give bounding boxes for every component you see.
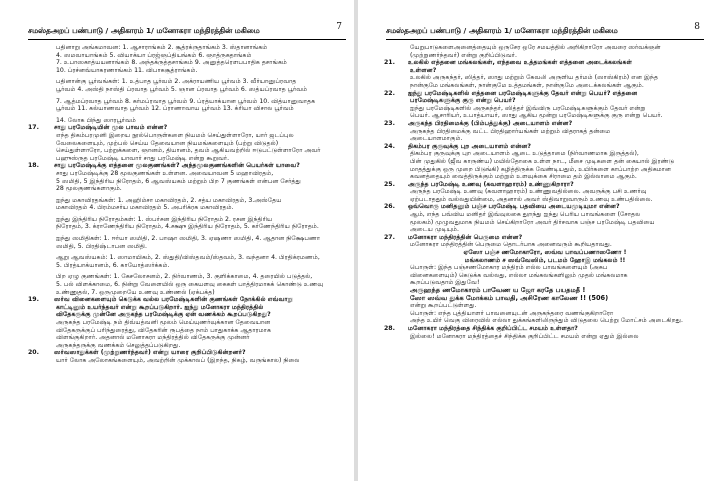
question-number: 25. [384,180,395,188]
body-text-line: அந்த உயிர் வெகு விரைவில் எல்லா துக்கங்களிலிருந்தும் விடுதலை பெற்று மோட்சம் அடைகிறது. [410,317,684,325]
body-text-line: மாதத்துக்கு ஒரு முறை பிடுங்கி) கழித்திருக்க வேண்டியதும், உயிர்களை காப்பாற்ற அதிகமான [410,165,672,173]
question-text: அருகந்த பிரதிமைக்கு (பிம்பத்துக்கு) அடையாளம் என்ன? [408,119,573,127]
body-text-line: இல்லை! மனோகரா மந்திரத்தைச் சிந்திக்க குறிப்பிட்ட சமயம் என்று ஏதும் இல்லை [410,332,639,340]
question-number: 19. [28,296,39,304]
left-page-header [28,22,346,39]
question-text-continued: காட்டினும் உயர்ந்தவர் என்று கூறப்படுகிறார். ஐந்து மனோகரா மந்திரத்தில் [56,303,264,311]
body-text-line: ஏற்படாததும் வல்லதுயின்மை, அதனால் அவர் ஸ்திவாறுவாரும் உணவு உண்பதில்லை. [410,195,653,203]
question-text: சாது பரமேஷ்டியின் மூல பாவம் என்ன? [54,124,168,132]
body-text-line: ஐந்து ஸமிதிகள்: 1. ஈர்யா ஸமிதி, 2. பாஷா ஸமிதி, 3. ஏஷணா ஸமிதி, 4. ஆதான நிக்ஷேபணா [56,235,321,243]
body-text-line: ஆம், எந்த பவ்விய மனிதர் இவ்வுலகை துறந்து ஐந்து பெரிய பாவங்களை (சோதல [410,211,641,219]
question-number: 18. [28,162,39,170]
body-text-line: மூலகம்) முழுவதுமாக நியமம் செய்கிறாரோ அவர் திர்சவாக பஞ்ச பரமேஷ்டி பதவியை [410,218,655,226]
body-text-line: அருந்த பரமேஷ்டி உணவு (கவளாஹாரம்) உண்ணுவதில்லை. அவருக்கு பசி உணர்வு [410,188,647,196]
question-number: 26. [384,203,395,211]
question-row [28,296,348,304]
question-row [384,325,706,333]
question-row [28,124,348,132]
body-text-line: விதேகருக்குப் பரிந்துரைத்து, விதேகரின் ரூபத்தை நாம் பாதுகாக்க ஆதாரமாக [56,326,271,334]
body-text-line: 5. பிரத்யாக்யானம், 6. காயோத்ஸர்க்கம். [56,261,170,269]
body-text-line: மனோகரா மந்திரத்தின் பெருமை தொடர்பாக அனைவரும் கூறியதாவது. [410,241,612,249]
question-text: திகம்பர குருவுக்கு புற அடையாளம் என்ன? [408,142,531,150]
body-text-line: பதினான்கு பூர்வங்கள்: 1. உத்பாத பூர்வம் 2. அக்ராயணிய பூர்வம் 3. வீர்யானுப்ரவாத [56,78,297,86]
question-text: மனோகரா மந்திரத்தை சிந்திக்க குறிப்பிட்ட சமயம் உள்ளதா? [408,324,578,332]
right-page-body [384,44,706,340]
question-text: மனோகரா மந்திரத்தின் பெருமை என்ன? [408,233,523,241]
body-text-line: அருகந்தருக்கு வணக்கம் செலுத்தப்படுகிறது. [56,341,181,349]
body-text-line: அருகந்த பிரதிமைக்கு வட்ட பிரதிஹார்யங்கள் மற்றும் விதராகத் தன்மை [410,127,611,135]
body-text-line: வினைகளையும்) கெடுக்க வல்லது, எல்லா மங்கலங்களிலும் முதல் மங்கலமாக [410,271,628,279]
body-text-line: ஐந்து பரமேஷ்டிகளில் அருகந்தர், ஸித்தர் இவ்விரு பரமேஷ்டிகளுக்கும் தேவர் என்று [410,104,646,112]
body-text-line: பின் முதுகில் (ஜீவ காருண்ய) மயில்தோகை உள்ள நாட, மீசை முடிகளை தன் கையால் இரண்டு [410,157,675,165]
question-text: உலகில் எத்தனை மங்கலங்கள், எந்தவை உத்தமங்கள் எத்தனை அடைக்கலங்கள் [408,59,633,67]
body-text-line: சாது பரமேஷ்டிக்கு 28 மூலகுணங்கள் உள்ளன. அவையாவன 5 மஹாவிரதம், [56,169,274,177]
mantra-line: மங்கலாணம் ச ஸவ்வேஸிம், படமம் ஹோஇ மங்கலம் !! [464,256,626,264]
body-text-line: பொருள்: இந்த பஞ்சணமோகார மந்திரம் எல்ல பாவங்களையும் (அசுப [410,264,608,272]
body-text-line: அடையாளமாகும். [410,135,463,143]
verse-line: ஸோ ஸவ்வ துக்க மோக்கம் பாவதி, அசிரேண காலேண !! (506) [410,294,609,302]
body-text-line: கூறப்படுவதாம் இதுவே! [410,279,480,287]
body-text-line: 5 ஸமிதி, 5 இந்திரிய நிரோதம், 6 ஆவஸ்யகம் மற்றும் பிற 7 குணங்கள் என்பன சேர்த்து [56,177,301,185]
left-page-number: 7 [336,22,342,32]
body-text-line: யார் லோக அலோகங்களையும், அவற்றின் முக்காலப் (இறந்த, நிகழ், வருங்கால) நிலை [56,356,300,364]
body-text-line: உலகில் அருகந்தர், ஸித்தர், ஸாது மற்றும் கேவலி அருளிய தர்மம் (ஸாஸ்கிரம்) என இந்த [410,74,658,82]
body-text-line: 14. லோக பிந்து ஸாரபூர்வம் [56,116,136,124]
question-row [384,203,706,211]
body-text-line: என்று கூறப்பட்டுள்ளது. [410,302,477,310]
mantra-line: ஏஸோ பஞ்ச ணமோகாரோ, ஸவ்வ பாவப்பணாஸணோ ! [463,249,627,257]
question-text: சாது பரமேஷ்டிக்கு எத்தனை மூலகுணங்கள்? அந்தமூலகுணங்களின் பெயர்கள் யாவை? [54,162,300,170]
question-text-continued: பரமேஷ்டிகளுக்கு குரு என்று பெயர்? [410,97,516,105]
body-text-line: 7. ஆத்மப்ரவாத பூர்வம் 8. கர்மப்ரவாத பூர்வம் 9. ப்ரத்யாக்யான பூர்வம் 10. வித்யானுவாதக [56,97,316,105]
body-text-line: ஆறு ஆவஸ்யகம்: 1. ஸாமாயிகம், 2. ஸ்துதி/விஸ்தவம்/ஸ்தவம், 3. வந்தனா 4. பிரதிக்ரமணம், [56,254,320,262]
right-page-header [386,22,704,39]
body-text-line: அடைய முடியும். [410,226,459,234]
body-text-line: பதினாறு அங்கமாவன: 1. ஆசாராங்கம் 2. சூத்ரக்ருதாங்கம் 3. ஸ்தானாங்கம் [56,44,268,51]
question-row [384,90,706,98]
body-text-line: 7. உபாஸகாத்யயனாங்கம் 8. அந்தக்ருத்தசாங்கம் 9. அனுத்தரௌபபாதிக தசாங்கம் [56,59,287,67]
body-text-line: நான்குமே மங்கலங்கள், நான்குமே உத்தமங்கள், நான்குமே அடைக்கலங்கள் ஆகும். [410,81,644,89]
question-text: ஸர்வ வினைகளையும் கெடுக்க வல்ல பரமேஷ்டிகளின் குணங்கள் நோக்கில் எவ்வாறு [54,296,293,304]
body-text-line: பிற ஏழு குணங்கள்: 1. கேசலோசனம், 2. நிர்வாணம், 3. குளிக்காமை, 4. தரையில் படுத்தல், [56,273,313,281]
question-text: அருந்த பரமேஷ்டி உணவு (கவளாஹாரம்) உண்ணுகிறாரா? [408,180,574,188]
question-row [384,234,706,242]
question-number: 27. [384,233,395,241]
right-header-rule [386,39,704,40]
body-text-line: ஐந்து மகாவிரதங்கள்: 1. அஹிம்சா மகாவிரதம், 2. சத்ய மகாவிரதம், 3.அஸ்தேய [56,196,282,204]
question-row [384,181,706,189]
question-number: 24. [384,142,395,150]
right-page [358,0,712,481]
body-text-line: மகாவிரதம் 4. பிரம்மசர்ய மகாவிரதம் 5. அபரிக்ரக மகாவிரதம். [56,204,234,212]
body-text-line: கவனத்தையும் வைத்திருக்கும் மற்றும் உளவுக்கை சிராமை தம் இல்லாமை ஆகும். [410,173,637,181]
body-text-line: விளங்குகிறார். அதனால் மனோகரா மந்திரத்தில் விதேகருக்கு முன்னர் [56,334,250,342]
question-row [384,59,706,67]
body-text-line: பொருள்: எந்த புத்தியாளர் பாவனையுடன் அருகந்தரை வணங்குகிறாரோ [410,309,614,317]
body-text-line: எந்த திகம்பரமுனி இறைய நூல்பொருள்களை நியமம் செய்துள்ளாரோ, யார் ஜடப்புல [56,131,294,139]
body-text-line: செய்துள்ளாரோ, பற்றுக்களை, ஞானம், தியானம், தவம் ஆகியவற்றில் ஈடுபட்டுள்ளாரோ அவர் [56,147,321,155]
body-text-line: பூர்வம் 11. கல்யாணவாத பூர்வம் 12. ப்ராணாவாய பூர்வம் 13. க்ரியா விசால பூர்வம் [56,105,294,113]
question-row [28,162,348,170]
body-text-line: பூர்வம் 4. அஸ்தி நாஸ்தி ப்ரவாத பூர்வம் 5. ஞான ப்ரவாத பூர்வம் 6. ஸத்யப்ரவாத பூர்வம் [56,85,308,93]
question-row [384,143,706,151]
body-text-line: 10. ப்ரச்னவ்யாகரணாங்கம் 11. விபாகசூத்ராங்கம். [56,66,198,74]
question-text: ஸர்வஸாதுக்கள் (முற்றுணர்ந்தவர்) என்று யாரை குறிப்பிடுகின்றனர்? [54,349,246,357]
body-text-line: யேறுபாடுகளைஅனைத்தையும் ஒருசேர ஒரே சமயத்தில் அறிகிறாரோ அவரை ஸர்வக்ஞன் [410,44,661,51]
left-header-rule [28,39,346,40]
question-number: 21. [384,59,395,67]
body-text-line: உண்ணுதல், 7. ஒருமுறையே உணவு உண்ணல் (ஏக்பக்த) [56,288,215,296]
right-page-number: 8 [694,22,700,32]
body-text-line: நிரோதம், 3. க்ராணேந்திரிய நிரோதம், 4.சக்ஷு இந்திரிய நிரோதம், 5. கர்ணேந்திரிய நிரோதம். [56,223,319,231]
right-page-running-title: சமஸ்தஅறப் பண்பாடு / அதிகாரம் 1/ மனோகரா மந்திரத்தின் மகிமை [386,26,618,35]
body-text-line: 5. பல் விளக்காமை, 6. நின்று வேளையில் ஒரு கையளவு கைகள் பாத்திரமாகக் கொண்டு உணவு [56,281,324,289]
body-text-line: ஸமிதி, 5. பிரதிஷ்டாபன ஸமிதி. [56,242,147,250]
body-text-line: திகம்பர குருவுக்கு புற அடையாளம் ஆடை உடுத்தாமை (நிர்வாணமாக இருத்தல்), [410,150,639,158]
question-number: 17. [28,124,39,132]
verse-line: அருஹந்த ணமோகாரம் பாவேண ய ஜோ கரதே பயதமதீ ! [410,287,586,294]
question-text-continued: விதேகருக்கு முன்னே அருகந்த பரமேஷ்டிக்கு ஏன் வணக்கம் கூறப்படுகிறது? [56,311,271,319]
left-page-body [28,44,348,365]
left-page [0,0,354,481]
left-page-running-title: சமஸ்தஅறப் பண்பாடு / அதிகாரம் 1/ மனோகரா மந்திரத்தின் மகிமை [28,26,260,35]
body-text-line: 4. ஸமவாயாங்கம் 5. வியாக்யா ப்ரஜ்ஞப்தியங்கம் 6. ஞாத்ருகதாங்கம் [56,51,252,59]
question-text: ஐந்து பரமேஷ்டிகளில் எத்தனை பரமேஷ்டிகளுக்கு தேவர் என்று பெயர்? எத்தனை [408,89,638,97]
question-number: 28. [384,324,395,332]
body-text-line: பஹுஸ்ருத பரமேஷ்டி யாவார் சாது பரமேஷ்டி என்று கூறுவர். [56,154,230,162]
body-text-line: அருகந்த பரமேஷ்டி நம் திவ்யத்வனி மூலம் மெய்யுணர்வுக்கான தேவையான [56,319,271,326]
question-text: ஒவ்வொரு மனிதனும் பஞ்ச பரமேஷ்டி பதவியை அடையமுடியுமா என்ன? [408,203,620,211]
question-number: 20. [28,349,39,357]
body-text-line: 28 மூலகுணங்களாகும். [56,185,122,193]
body-text-line: (முற்றுணர்ந்தவர்) என்று குறிப்பிடுவர். [410,51,517,59]
question-row [384,120,706,128]
question-text-continued: உள்ளன? [410,66,437,74]
body-text-line: பெயர். ஆசாரியர், உபாத்யாயர், ஸாது ஆகிய மூன்று பரமேஷ்டிகளுக்கு குரு என்று பெயர். [410,112,663,120]
body-text-line: வேலைகளையும், முற்பல் செய்ய தேவையான நியமங்களையும் (பற்று விடுதல்) [56,139,279,147]
question-number: 22. [384,89,395,97]
question-row [28,349,348,357]
body-text-line: ஐந்து இந்திரிய நிரோதம்கள்: 1. ஸ்பர்சன இந்திரிய நிரோதம் 2. ரசன இந்திரிய [56,215,273,223]
question-number: 23. [384,119,395,127]
